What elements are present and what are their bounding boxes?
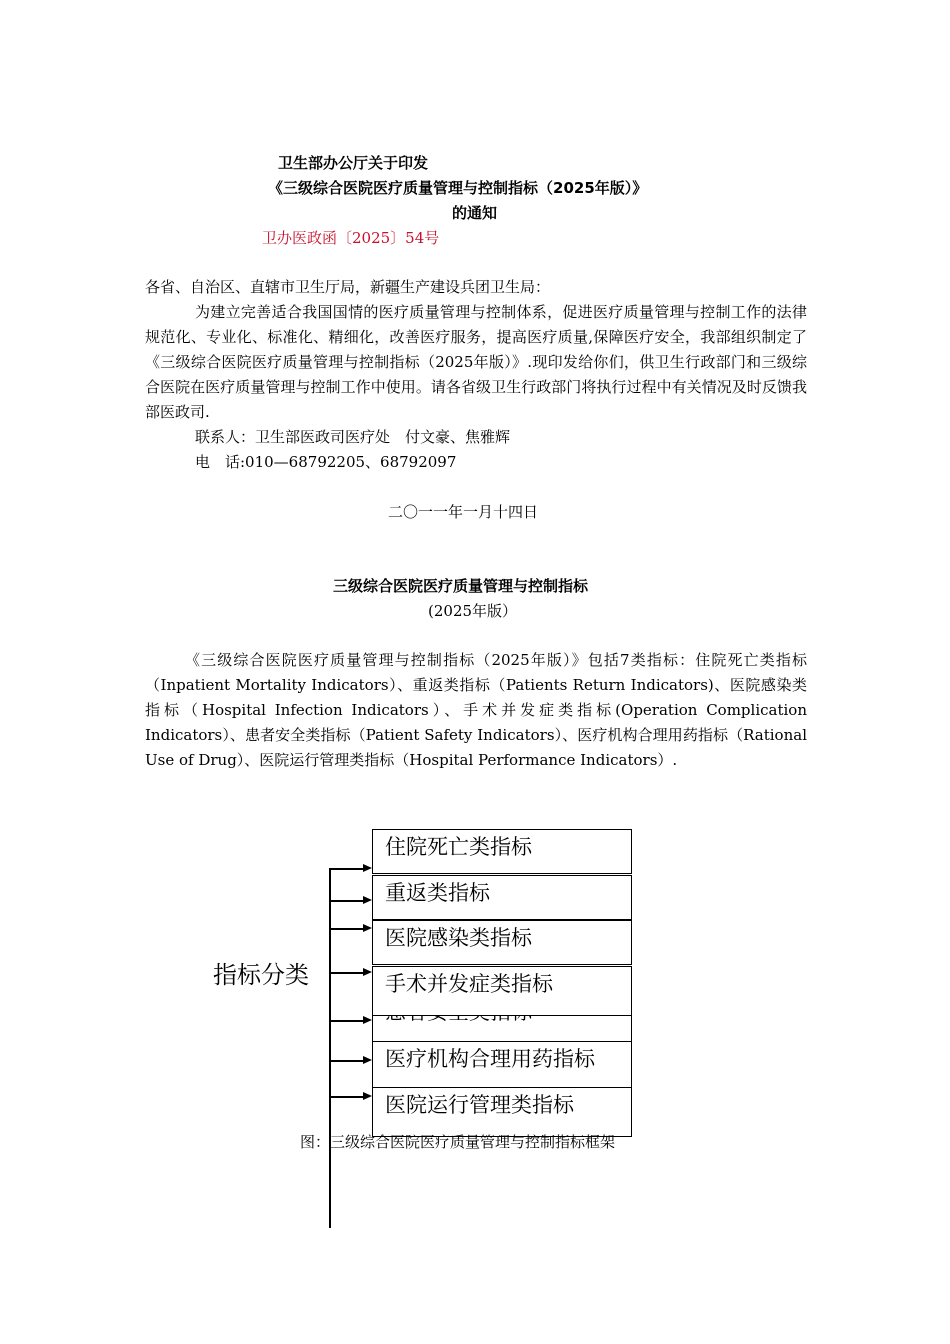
category-label: 住院死亡类指标: [385, 835, 532, 859]
category-box-4: [372, 966, 632, 1016]
notice-title-line3: 的通知: [452, 204, 498, 222]
arrow-2: [330, 900, 364, 902]
arrow-4: [330, 972, 364, 974]
category-label: 医院感染类指标: [385, 926, 532, 950]
addressee: 各省、自治区、直辖市卫生厅局，新疆生产建设兵团卫生局：: [145, 278, 551, 296]
category-box-3: [372, 920, 632, 965]
arrow-3: [330, 928, 364, 930]
contact-line: 联系人：卫生部医政司医疗处 付文豪、焦雅辉: [195, 428, 511, 446]
category-box-2: [372, 875, 632, 920]
diagram-root-label: 指标分类: [213, 961, 309, 989]
category-label: 医院运行管理类指标: [385, 1093, 574, 1117]
category-label: 医疗机构合理用药指标: [385, 1047, 595, 1071]
indicators-title: 三级综合医院医疗质量管理与控制指标: [333, 577, 589, 595]
document-number: 卫办医政函〔2025〕54号: [262, 229, 440, 247]
arrow-5: [330, 1020, 364, 1022]
notice-body: 为建立完善适合我国国情的医疗质量管理与控制体系，促进医疗质量管理与控制工作的法律规范化、专业化、标准化、精细化，改善医疗服务，提高医疗质量,保障医疗安全，我部组织制定了《三级综合医院医疗质量管理与控制指标（2025年版）》.现印发给你们，供卫生行政部门和三级综合医院在医疗质量管理与控制工作中使用。请各省级卫生行政部门将执行过程中有关情况及时反馈我部医政司.: [145, 303, 807, 421]
category-label: 手术并发症类指标: [385, 972, 553, 996]
category-label: 重返类指标: [385, 881, 490, 905]
category-box-6: [372, 1041, 632, 1088]
arrow-7: [330, 1096, 364, 1098]
notice-title-line2: 《三级综合医院医疗质量管理与控制指标（2025年版）》: [268, 179, 648, 197]
notice-date: 二〇一一年一月十四日: [388, 503, 539, 521]
category-box-1: [372, 829, 632, 874]
diagram-caption: 图：三级综合医院医疗质量管理与控制指标框架: [300, 1133, 616, 1151]
diagram-trunk-line: [329, 868, 331, 1228]
arrow-6: [330, 1060, 364, 1062]
arrow-1: [330, 868, 364, 870]
indicators-intro: 《三级综合医院医疗质量管理与控制指标（2025年版）》包括7类指标：住院死亡类指标（Inpatient Mortality Indicators）、重返类指标（Patients Return Indicators)、医院感染类指标（Hospital Infection Indicators）、手术并发症类指标(Operation Complication Indicators）、患者安全类指标（Patient Safety Indicators）、医疗机构合理用药指标（Rational Use of Drug）、医院运行管理类指标（Hospital Performance Indicators）.: [145, 651, 807, 769]
notice-title-line1: 卫生部办公厅关于印发: [278, 154, 429, 172]
indicators-subtitle: (2025年版）: [428, 602, 518, 620]
phone-line: 电 话:010—68792205、68792097: [195, 453, 457, 471]
